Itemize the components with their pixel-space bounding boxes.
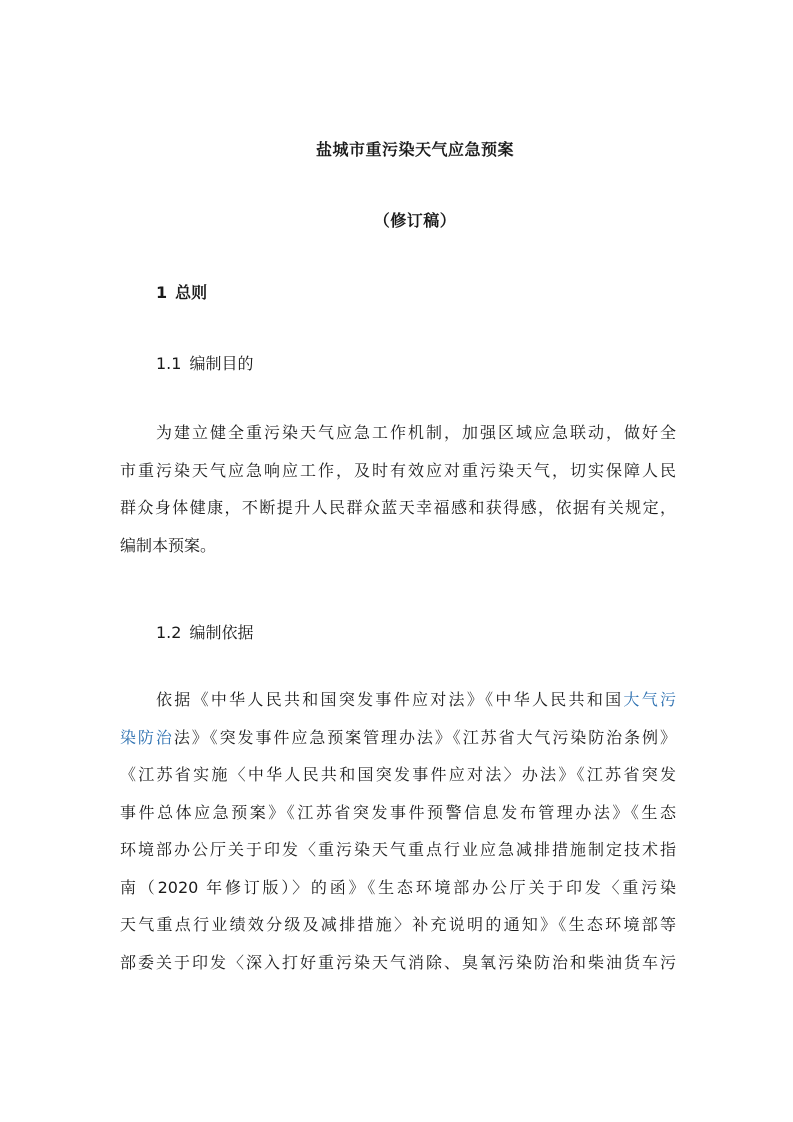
section-number: 1 <box>156 283 168 302</box>
law-link[interactable]: 大气污 <box>623 690 676 709</box>
paragraph-line: 天气重点行业绩效分级及减排措施〉补充说明的通知》《生态环境部等 <box>120 915 676 934</box>
paragraph-line: 环境部办公厅关于印发〈重污染天气重点行业应急减排措施制定技术指 <box>120 840 676 859</box>
section-heading-1-2 <box>156 620 253 643</box>
paragraph-line: 群众身体健康，不断提升人民群众蓝天幸福感和获得感，依据有关规定， <box>120 498 676 517</box>
document-subtitle: （修订稿） <box>373 211 457 230</box>
paragraph-line: 为建立健全重污染天气应急工作机制，加强区域应急联动，做好全 <box>156 423 676 442</box>
paragraph-basis <box>120 681 676 981</box>
section-number: 1.2 <box>156 623 182 642</box>
paragraph-line: 市重污染天气应急响应工作，及时有效应对重污染天气，切实保障人民 <box>120 460 676 480</box>
section-heading-1 <box>156 280 207 303</box>
text-segment: 依据《中华人民共和国突发事件应对法》《中华人民共和国 <box>156 690 624 709</box>
document-title: 盐城市重污染天气应急预案 <box>315 140 514 159</box>
paragraph-line: 部委关于印发〈深入打好重污染天气消除、臭氧污染防治和柴油货车污 <box>120 952 676 972</box>
paragraph-line <box>120 719 676 757</box>
section-title: 编制目的 <box>189 354 254 373</box>
paragraph-line <box>120 681 676 719</box>
section-number: 1.1 <box>156 354 182 373</box>
section-heading-1-1 <box>156 351 253 374</box>
paragraph-purpose <box>120 414 676 564</box>
section-title: 总则 <box>175 283 208 302</box>
paragraph-line: 南（2020 年修订版）〉的函》《生态环境部办公厅关于印发〈重污染 <box>120 877 676 897</box>
paragraph-line: 事件总体应急预案》《江苏省突发事件预警信息发布管理办法》《生态 <box>120 802 676 822</box>
law-link[interactable]: 染防治 <box>120 727 174 747</box>
section-title: 编制依据 <box>189 623 254 642</box>
paragraph-line: 编制本预案。 <box>120 535 217 555</box>
text-segment: 法》《突发事件应急预案管理办法》《江苏省大气污染防治条例》 <box>173 727 676 747</box>
paragraph-line: 《江苏省实施〈中华人民共和国突发事件应对法〉办法》《江苏省突发 <box>120 765 676 784</box>
